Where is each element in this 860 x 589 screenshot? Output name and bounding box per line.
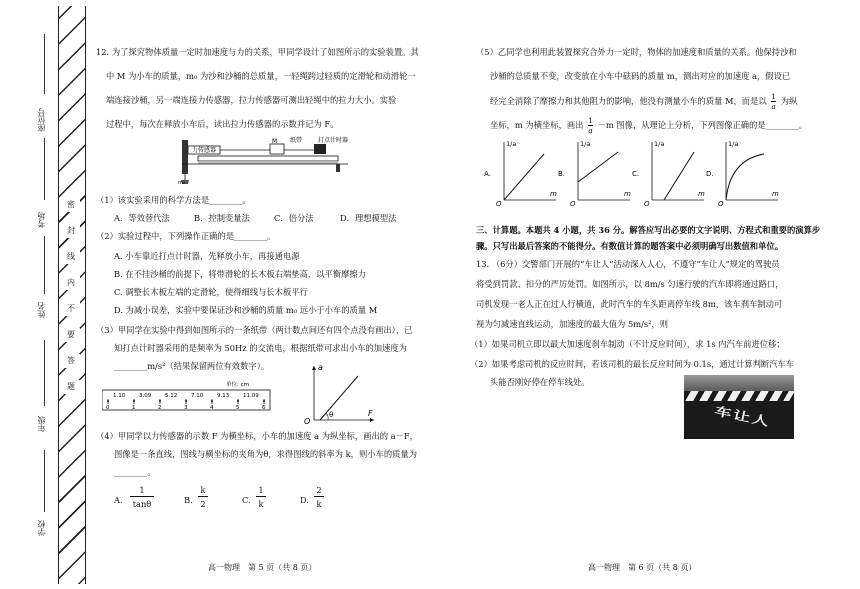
option-graphs: [484, 136, 784, 208]
q12-part-5-line-4: 坐标，m 为横坐标，画出 $\frac{1}{a}$ －m 图像，从理论上分析，下列图像正确的是________。: [490, 116, 808, 135]
seal-char: 题: [62, 380, 80, 394]
q13-part-2-line-1: （2）如果考虑司机的反应时间，若该司机的最长反应时间为 0.1s，通过计算判断汽车车: [470, 359, 795, 369]
q12-part-5-line-2: 沙桶的总质量不变，改变放在小车中砝码的质量 m，测出对应的加速度 a，假设已: [490, 71, 791, 81]
tape-point: [211, 400, 213, 402]
bucket-m0-label: m₀: [178, 180, 185, 186]
crosswalk-photo: [684, 375, 794, 439]
tape-distance-label: 3.09: [139, 393, 152, 399]
tape-unit: 单位: cm: [226, 382, 249, 388]
tape-distance-label: 9.13: [217, 393, 230, 399]
tape-distance-label: 5.12: [165, 393, 178, 399]
q12-line-4: 过程中，每次在释放小车后，读出拉力传感器的示数并记为 F。: [106, 119, 339, 129]
tape-point: [133, 400, 135, 402]
svg-text:D.: D.: [706, 170, 714, 178]
q12-part-5-line-1: （5）乙同学也利用此装置探究合外力一定时，物体的加速度和质量的关系。他保持沙和: [476, 47, 797, 57]
q12-part-4-line-2: 图像是一条直线，图线与横坐标的夹角为θ，求得图线的斜率为 k，则小车的质量为: [114, 449, 418, 459]
graph-option-b: [558, 140, 631, 208]
q13-part-2-line-2: 头能否刚好停在停车线处。: [490, 377, 590, 387]
q13-line-1: 13. （6分）交警部门开展的“车让人”活动深入人心，不遵守“车让人”规定的驾驶员: [476, 259, 780, 269]
page-6-footer: 高一物理 第 6 页（共 8 页）: [588, 563, 697, 572]
svg-text:1/a: 1/a: [654, 140, 665, 148]
page-5-footer: 高一物理 第 5 页（共 8 页）: [208, 563, 317, 572]
a-F-graph: [294, 362, 376, 424]
grade-label: 年级: [37, 416, 46, 432]
q13-line-4: 视为匀减速直线运动，加速度的最大值为 5m/s²，则: [476, 319, 669, 329]
name-line: [44, 236, 45, 294]
svg-text:m: m: [698, 190, 705, 198]
tape-distance-label: 11.09: [243, 393, 259, 399]
p1-option-b: B．控制变量法: [194, 213, 250, 223]
grade-line: [44, 340, 45, 406]
timer-label: 打点计时器: [318, 137, 349, 144]
exam-room-label: 考场: [37, 212, 46, 228]
tape-point: [237, 400, 239, 402]
page-6: [470, 0, 850, 589]
p1-option-d: D．理想模型法: [340, 213, 397, 223]
q12-line-2: 中 M 为小车的质量，m₀ 为沙和沙桶的总质量，一轻绳跨过轻质的定滑轮和动滑轮一: [106, 71, 416, 81]
paper-tape-figure: [102, 380, 274, 418]
frac-1-over-a: $\frac{1}{a}$: [771, 92, 777, 111]
svg-text:C.: C.: [632, 170, 640, 178]
svg-text:m: m: [624, 190, 631, 198]
p2-option-a: A. 小车靠近打点计时器，先释放小车，再接通电源: [114, 251, 300, 261]
tape-count-label: 6: [262, 405, 266, 411]
name-label: 姓名: [37, 302, 46, 318]
q12-part-5-line-3: 经完全消除了摩擦力和其他阻力的影响，他没有测量小车的质量 M，而是以 $\frac{1}{a}$ 为纵: [490, 92, 798, 111]
tape-count-label: 5: [236, 405, 240, 411]
exam-room-line: [44, 138, 45, 200]
q12-part-1: （1）该实验采用的科学方法是________。: [96, 195, 251, 205]
school-label: 学校: [37, 520, 46, 536]
tape-distance-label: 1.10: [113, 393, 126, 399]
tape-distance-label: 7.10: [191, 393, 204, 399]
seal-char: 内: [62, 276, 80, 290]
q12-part-3-line-2: 知打点计时器采用的是频率为 50Hz 的交流电，根据纸带可求出小车的加速度为: [114, 343, 407, 353]
cart-M-label: M: [272, 138, 278, 145]
tape-count-label: 2: [158, 405, 162, 411]
p1-option-a: A．等效替代法: [114, 213, 170, 223]
q12-line-3: 端连接沙桶，另一端连接力传感器，拉力传感器可测出轻绳中的拉力大小。实验: [106, 95, 397, 105]
tape-label: 纸带: [290, 137, 303, 144]
sensor-label: 力传感器: [192, 147, 217, 154]
binding-hatch: [58, 6, 86, 584]
road-marking-text: 车让人: [713, 404, 772, 430]
apparatus-figure: [178, 136, 358, 186]
q13-part-1: （1）如果司机立即以最大加速度刹车制动（不计反应时间），求 1s 内汽车前进位移；: [470, 339, 785, 349]
theta-label: θ: [329, 411, 334, 419]
q13-line-2: 将受到罚款、扣分的严厉处罚。如图所示，以 8m/s 匀速行驶的汽车即将通过路口，: [476, 279, 784, 289]
page-5: 12. 为了探究物体质量一定时加速度与力的关系，甲同学设计了如图所示的实验装置。其 中 M 为小车的质量，m₀ 为沙和沙桶的总质量，一轻绳跨过轻质的定滑轮和动滑轮一 端连接沙桶，另一端连接力传感器，拉力传感器可测出轻绳中的拉力大小。实验 过程中，每次在释放小车后，读出拉力传感器的示数并记为 F。 力传感器 纸带 打点计时器 M m₀ （1）该实验采用的科学方法是________。 A．等效替代法 B．控制变量法 C．倍分法 D．理想模型法 （2）实验过程中，下列操作正确的是________。 A. 小车靠近打点计时器，先释放小车，再接通电源 B. 在不挂沙桶的前提下，将带滑轮的长木板右端垫高，以平衡摩擦力 C. 调整长木板左端的定滑轮，使得细线与长木板平行 D. 为减小误差，实验中要保证沙和沙桶的质量 m₀ 远小于小车的质量 M （3）甲同学在实验中得到如图所示的一条纸带（两计数点间还有四个点没有画出），已 知打点计时器采用的是频率为 50Hz 的交流电，根据纸带可求出小车的加速度为 ________m/s²（结果保留两位有效数字）。 单位: cm 0 1.10 1 3.09 2 5.12 3 7.10 4 9.13 5 11.09 6 a O F θ （4）甲同学以力传感器的示数 F 为横坐标，小车的加速度 a 为纵坐标，画出的 a－F， 图像是一条直线，图线与横坐标的夹角为θ，求得图线的斜率为 k，则小车的质量为 ________。 A. 1 tanθ B. k 2 C. 1 k D. 2 k 高一物理 第 5 页（共 8 页）: [96, 0, 426, 589]
svg-text:1/a: 1/a: [728, 140, 739, 148]
axis-a-label: a: [318, 363, 323, 372]
q13-line-3: 司机发现一老人正在过人行横道，此时汽车的车头距离停车线 8m，该车刹车制动可: [476, 299, 783, 309]
svg-text:O: O: [718, 200, 724, 208]
seal-char: 要: [62, 328, 80, 342]
svg-text:O: O: [644, 200, 650, 208]
seal-char: 密: [62, 198, 80, 212]
svg-text:B.: B.: [558, 170, 566, 178]
section-3-heading-line-1: 三、计算题。本题共 4 小题，共 36 分。解答应写出必要的文字说明、方程式和重要的演算步: [476, 225, 821, 235]
tape-point: [263, 400, 265, 402]
q12-part-2: （2）实验过程中，下列操作正确的是________。: [96, 231, 276, 241]
graph-option-d: [706, 140, 779, 208]
origin-label: O: [304, 417, 311, 424]
q12-part-4-line-1: （4）甲同学以力传感器的示数 F 为横坐标，小车的加速度 a 为纵坐标，画出的 a－F，: [96, 431, 418, 441]
q12-part-3-line-3: ________m/s²（结果保留两位有效数字）。: [114, 361, 270, 371]
tape-count-label: 0: [106, 405, 110, 411]
svg-text:O: O: [496, 200, 502, 208]
q12-part-3-line-1: （3）甲同学在实验中得到如图所示的一条纸带（两计数点间还有四个点没有画出），已: [96, 325, 413, 335]
axis-F-label: F: [368, 409, 373, 418]
seal-char: 不: [62, 302, 80, 316]
tape-point: [185, 400, 187, 402]
p2-option-b: B. 在不挂沙桶的前提下，将带滑轮的长木板右端垫高，以平衡摩擦力: [114, 269, 366, 279]
seat-number-label: 座位号: [37, 108, 46, 132]
tape-point: [159, 400, 161, 402]
seal-char: 封: [62, 224, 80, 238]
school-line: [44, 450, 45, 512]
svg-text:1/a: 1/a: [580, 140, 591, 148]
binding-margin: [0, 0, 88, 589]
seal-char: 答: [62, 354, 80, 368]
svg-text:O: O: [570, 200, 576, 208]
tape-point: [107, 400, 109, 402]
tape-count-label: 3: [184, 405, 188, 411]
svg-text:m: m: [772, 190, 779, 198]
graph-option-a: [484, 140, 557, 208]
p1-option-c: C．倍分法: [274, 213, 314, 223]
tape-count-label: 4: [210, 405, 214, 411]
svg-text:A.: A.: [484, 170, 491, 178]
p2-option-d: D. 为减小误差，实验中要保证沙和沙桶的质量 m₀ 远小于小车的质量 M: [114, 305, 378, 315]
svg-text:1/a: 1/a: [506, 140, 517, 148]
seat-number-line: [44, 34, 45, 94]
p2-option-c: C. 调整长木板左端的定滑轮，使得细线与长木板平行: [114, 287, 308, 297]
q12-part-4-line-3: ________。: [114, 467, 156, 477]
graph-option-c: [632, 140, 705, 208]
q12-line-1: 12. 为了探究物体质量一定时加速度与力的关系，甲同学设计了如图所示的实验装置。其: [96, 47, 419, 57]
seal-char: 线: [62, 250, 80, 264]
svg-text:m: m: [550, 190, 557, 198]
section-3-heading-line-2: 骤。只写出最后答案的不能得分。有数值计算的题答案中必须明确写出数值和单位。: [476, 241, 783, 251]
tape-count-label: 1: [132, 405, 136, 411]
frac-1-over-a: $\frac{1}{a}$: [588, 116, 593, 135]
